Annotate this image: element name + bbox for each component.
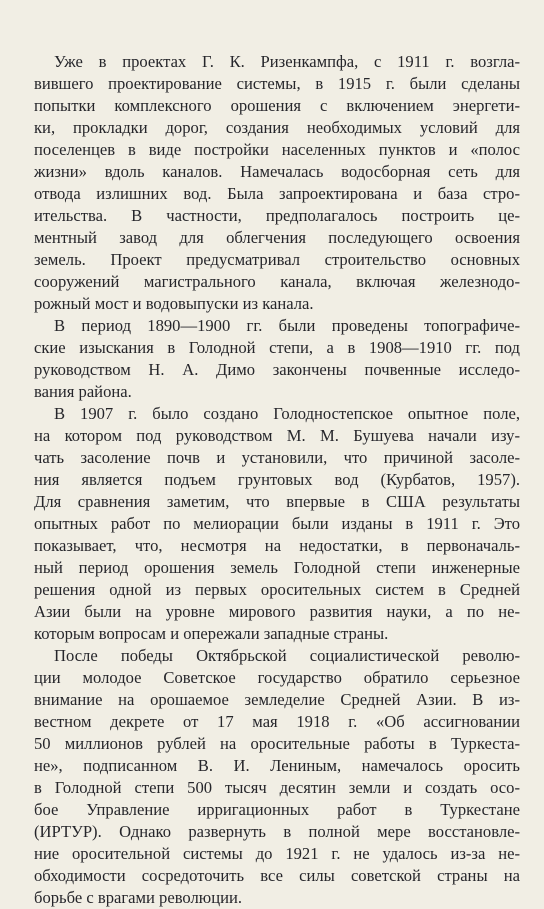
text-line: поселенцев в виде постройки населенных пунктов и «полос — [34, 140, 520, 159]
text-line: ние оросительной системы до 1921 г. не удалось из-за не- — [34, 844, 520, 863]
text-line: чать засоление почв и установили, что причиной засоле- — [34, 448, 520, 467]
text-line: не», подписанном В. И. Лениным, намечалось оросить — [34, 756, 520, 775]
text-line: попытки комплексного орошения с включением энергети- — [34, 96, 520, 115]
text-line: рожный мост и водовыпуски из канала. — [34, 294, 314, 313]
text-line: опытных работ по мелиорации были изданы в 1911 г. Это — [34, 514, 520, 533]
text-line: руководством Н. А. Димо закончены почвенные исследо- — [34, 360, 520, 379]
text-line: борьбе с врагами революции. — [34, 888, 242, 907]
text-line: ки, прокладки дорог, создания необходимых условий для — [34, 118, 520, 137]
text-line: 50 миллионов рублей на оросительные работы в Туркеста- — [34, 734, 520, 753]
text-line: отвода излишних вод. Была запроектирована и база стро- — [34, 184, 520, 203]
text-line: жизни» вдоль каналов. Намечалась водосборная сеть для — [34, 162, 520, 181]
text-line: После победы Октябрьской социалистической револю- — [54, 646, 520, 665]
text-line: показывает, что, несмотря на недостатки, в первоначаль- — [34, 536, 520, 555]
text-line: ции молодое Советское государство обратило серьезное — [34, 668, 520, 687]
text-line: в Голодной степи 500 тысяч десятин земли и создать осо- — [34, 778, 520, 797]
text-line: В период 1890—1900 гг. были проведены топографиче- — [54, 316, 520, 335]
text-line: решения одной из первых оросительных систем в Средней — [34, 580, 520, 599]
text-line: ские изыскания в Голодной степи, а в 1908—1910 гг. под — [34, 338, 520, 357]
text-line: ительства. В частности, предполагалось построить це- — [34, 206, 520, 225]
text-line: Азии были на уровне мирового развития науки, а по не- — [34, 602, 520, 621]
text-line: обходимости сосредоточить все силы советской страны на — [34, 866, 520, 885]
text-line: вания района. — [34, 382, 132, 401]
text-line: ный период орошения земель Голодной степи инженерные — [34, 558, 520, 577]
text-line: вестном декрете от 17 мая 1918 г. «Об ассигновании — [34, 712, 520, 731]
text-line: вившего проектирование системы, в 1915 г. были сделаны — [34, 74, 520, 93]
text-line: сооружений магистрального канала, включая железнодо- — [34, 272, 520, 291]
text-line: Для сравнения заметим, что впервые в США результаты — [34, 492, 520, 511]
text-line: ния является подъем грунтовых вод (Курбатов, 1957). — [34, 470, 520, 489]
text-line: В 1907 г. было создано Голодностепское опытное поле, — [54, 404, 520, 423]
text-line: земель. Проект предусматривал строительство основных — [34, 250, 520, 269]
text-line: ментный завод для облегчения последующего освоения — [34, 228, 520, 247]
text-line: которым вопросам и опережали западные страны. — [34, 624, 389, 643]
text-line: (ИРТУР). Однако развернуть в полной мере восстановле- — [34, 822, 520, 841]
text-line: Уже в проектах Г. К. Ризенкампфа, с 1911 г. возгла- — [54, 52, 520, 71]
text-line: внимание на орошаемое земледелие Средней Азии. В из- — [34, 690, 520, 709]
text-line: на котором под руководством М. М. Бушуева начали изу- — [34, 426, 520, 445]
text-line: бое Управление ирригационных работ в Туркестане — [34, 800, 520, 819]
